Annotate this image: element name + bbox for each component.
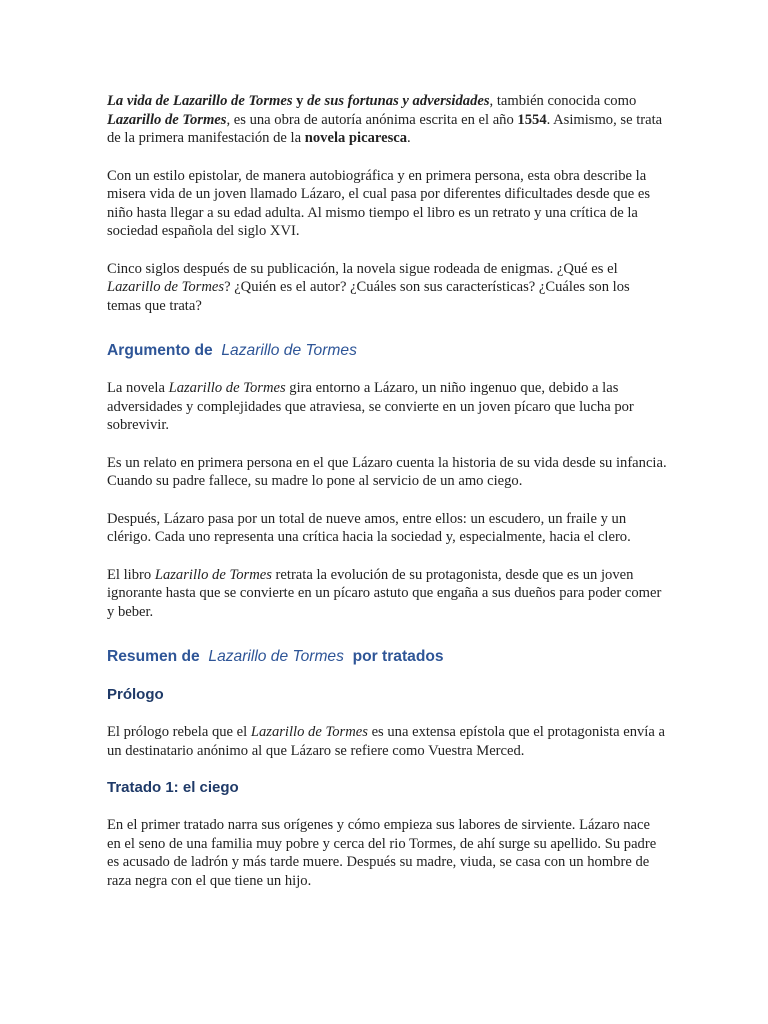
arg1-text-1: La novela: [107, 380, 169, 396]
intro-text-1: , también conocida como: [489, 93, 637, 109]
heading-argumento-prefix: Argumento de: [107, 342, 218, 359]
argumento-paragraph-3: Después, Lázaro pasa por un total de nueve amos, entre ellos: un escudero, un fraile y un clérigo. Cada uno representa una crítica hacia la sociedad y, especialmente, hacia el clero.: [107, 510, 631, 545]
prologo-text-2: es una extensa epístola que el protagonista envía a un destinatario anónimo al que Lázaro se refiere como Vuestra Merced.: [107, 724, 665, 759]
book-full-title: La vida de Lazarillo de Tormes: [107, 93, 293, 109]
arg1-text-2: gira entorno a Lázaro, un niño ingenuo que, debido a las adversidades y complejidades que atraviesa, se convierte en un joven pícaro que lucha por sobrevivir.: [107, 380, 634, 433]
style-paragraph: Con un estilo epistolar, de manera autobiográfica y en primera persona, esta obra describe la misera vida de un joven llamado Lázaro, el cual pasa por diferentes dificultades desde que es niño hasta llegar a su edad adulta. Al mismo tiempo el libro es un retrato y una crítica de la sociedad española del siglo XVI.: [107, 167, 650, 239]
book-short-title: Lazarillo de Tormes: [107, 111, 227, 128]
arg4-text-2: retrata la evolución de su protagonista, desde que es un joven ignorante hasta que se convierte en un pícaro astuto que engaña a sus dueños para poder comer y beber.: [107, 566, 662, 620]
heading-argumento-title: Lazarillo de Tormes: [221, 342, 357, 359]
heading-resumen-suffix: por tratados: [348, 648, 444, 665]
argumento-paragraph-4: [107, 566, 667, 622]
heading-tratado-1: Tratado 1: el ciego: [107, 779, 239, 796]
arg1-title: Lazarillo de Tormes: [168, 380, 286, 396]
heading-resumen: [107, 647, 667, 667]
enigmas-title: Lazarillo de Tormes: [107, 279, 225, 295]
arg4-text-1: El libro: [107, 566, 155, 583]
genre-name: novela picaresca: [304, 130, 408, 146]
heading-resumen-title: Lazarillo de Tormes: [208, 648, 344, 665]
tratado-1-paragraph: En el primer tratado narra sus orígenes y cómo empieza sus labores de sirviente. Lázaro nace en el seno de una familia muy pobre y cerca del rio Tormes, de ahí surge su apellido. Su padre es acusado de ladrón y más tarde muere. Después su madre, viuda, se casa con un hombre de raza negra con el que tiene un hijo.: [107, 817, 657, 889]
enigmas-text-1: Cinco siglos después de su publicación, la novela sigue rodeada de enigmas. ¿Qué es el: [107, 260, 618, 277]
prologo-title: Lazarillo de Tormes: [250, 724, 368, 740]
argumento-paragraph-2: Es un relato en primera persona en el que Lázaro cuenta la historia de su vida desde su infancia. Cuando su padre fallece, su madre lo pone al servicio de un amo ciego.: [107, 454, 667, 489]
intro-text-2: , es una obra de autoría anónima escrita en el año: [226, 111, 518, 128]
argumento-paragraph-1: [107, 379, 667, 435]
intro-text-3: . Asimismo, se trata de la primera manifestación de la: [107, 111, 663, 146]
heading-prologo: Prólogo: [107, 686, 164, 703]
heading-argumento: [107, 341, 667, 361]
arg4-title: Lazarillo de Tormes: [154, 566, 272, 583]
title-conjunction: y: [292, 93, 308, 109]
prologo-paragraph: [107, 723, 667, 760]
prologo-text-1: El prólogo rebela que el: [107, 724, 251, 740]
intro-paragraph: [107, 92, 667, 148]
enigmas-text-2: ? ¿Quién es el autor? ¿Cuáles son sus características? ¿Cuáles son los temas que trata?: [107, 279, 630, 314]
heading-resumen-prefix: Resumen de: [107, 648, 205, 665]
document-body: [107, 92, 667, 909]
intro-text-4: .: [407, 130, 411, 146]
book-full-title-2: de sus fortunas y adversidades: [307, 93, 490, 109]
publication-year: 1554: [517, 111, 547, 128]
enigmas-paragraph: [107, 260, 667, 316]
